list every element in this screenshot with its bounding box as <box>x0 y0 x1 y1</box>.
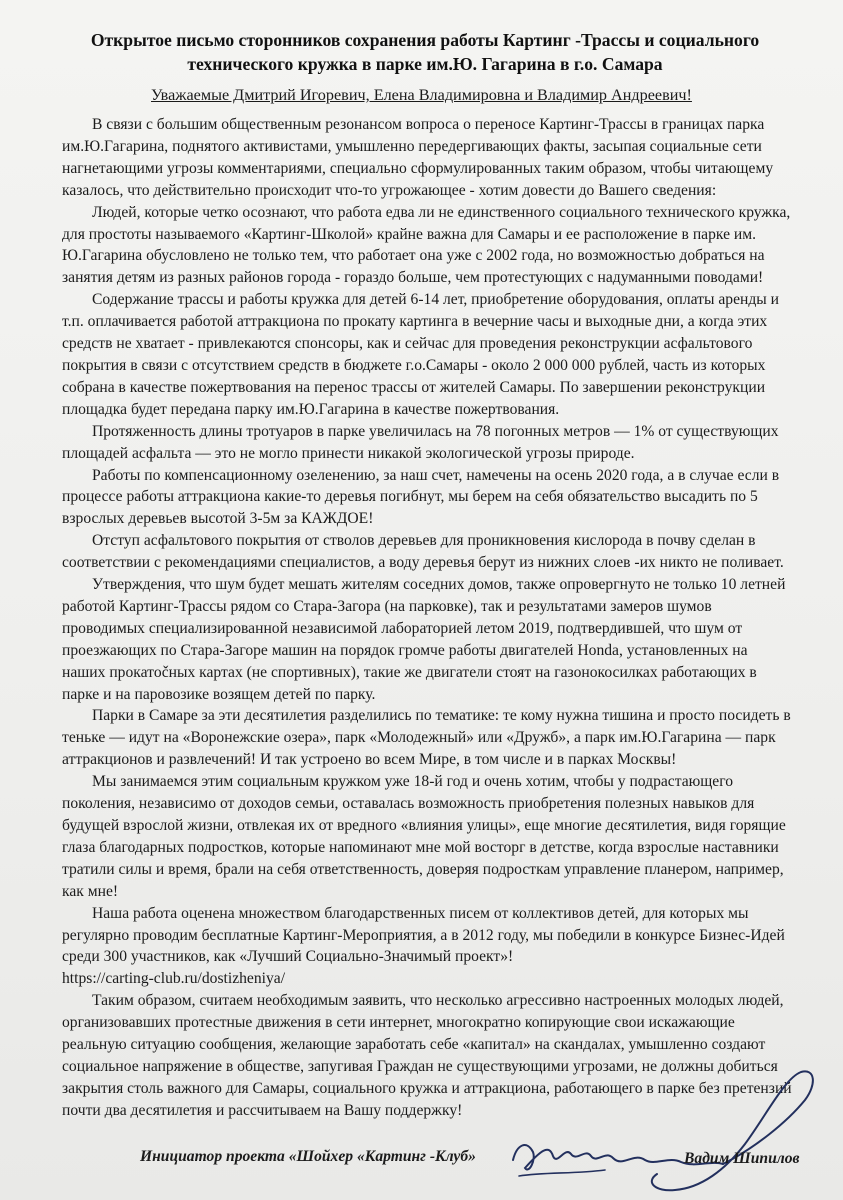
letter-footer <box>0 1140 843 1190</box>
paragraph-mission: Мы занимаемся этим социальным кружком уже 18-й год и очень хотим, чтобы у подрастающего поколения, независимо от доходов семьи, оставалась возможность приобретения полезных навыков для будущей взрослой жизни, отвлекая их от вредного «влияния улицы», еще многие десятилетия, видя горящие глаза благодарных подростков, которые напоминают мне мой восторг в детстве, когда взрослые наставники тратили силы и время, брали на себя ответственность, доверяя подросткам управление планером, например, как мне! <box>62 773 786 900</box>
paragraph-trees: Отступ асфальтового покрытия от стволов деревьев для проникновения кислорода в почву сделан в соответствии с рекомендациями специалистов, а воду деревья берут из нижних слоев -их никто не поливает. <box>62 532 784 572</box>
paragraph-parks: Парки в Самаре за эти десятилетия разделились по тематике: те кому нужна тишина и просто посидеть в теньке — идут на «Воронежские озера», парк «Молодежный» или «Дружб», а парк им.Ю.Гагарина — парк аттракционов и развлечений! И так устроено во всем Мире, в том числе и в парках Москвы! <box>62 707 791 769</box>
title-line-1: Открытое письмо сторонников сохранения работы Картинг -Трассы и социального <box>90 30 760 50</box>
initiator-line: Инициатор проекта «Шойхер «Картинг -Клуб» <box>140 1148 476 1165</box>
paragraph-funding: Содержание трассы и работы кружка для детей 6-14 лет, приобретение оборудования, оплаты аренды и т.п. оплачивается работой аттракциона по прокату картинга в вечерние часы и выходные дни, а когда этих средств не хватает - привлекаются спонсоры, как и сейчас для проведения реконструкции асфальтового покрытия в связи с отсутствием средств в бюджете г.о.Самары - около 2 000 000 рублей, часть из которых собрана в качестве пожертвования на перенос трассы от жителей Самары. По завершении реконструкции площадка будет передана парку им.Ю.Гагарина в качестве пожертвования. <box>62 291 780 418</box>
letter-title <box>30 28 820 76</box>
paragraph-greening: Работы по компенсационному озеленению, за наш счет, намечены на осень 2020 года, а в случае если в процессе работы аттракциона какие-то деревья погибнут, мы берем на себя обязательство высадить по 5 взрослых деревьев высотой 3-5м за КАЖДОЕ! <box>62 466 780 528</box>
paragraph-awards: Наша работа оценена множеством благодарственных писем от коллективов детей, для которых мы регулярно проводим бесплатные Картинг-Мероприятия, а в 2012 году, мы победили в конкурсе Бизнес-Идей среди 300 участников, как «Лучший Социально-Значимый проект»! <box>62 904 785 966</box>
salutation: Уважаемые Дмитрий Игоревич, Елена Владимировна и Владимир Андреевич! <box>151 86 692 104</box>
paragraph-conclusion: Таким образом, считаем необходимым заявить, что несколько агрессивно настроенных молодых людей, организовавших протестные движения в сети интернет, многократно копирующие свои искажающие реальную ситуацию сообщения, желающие заработать себе «капитал» на скандалах, умышленно создают социальное напряжение в обществе, запугивая Граждан не существующими угрозами, не должны добиться закрытия столь важного для Самары, социального кружка и аттракциона, работающего в парке без претензий почти два десятилетия и рассчитываем на Вашу поддержку! <box>62 992 792 1119</box>
letter-body <box>62 114 792 1122</box>
title-line-2: технического кружка в парке им.Ю. Гагарина в г.о. Самара <box>187 54 663 74</box>
paragraph-school: Людей, которые четко осознают, что работа едва ли не единственного социального технического кружка, для простоты называемого «Картинг-Школой» крайне важна для Самары и ее расположение в парке им. Ю.Гагарина обусловлено не только тем, что работает она уже с 2002 года, но возможностью добраться на занятия детям из разных районов города - гораздо больше, чем протестующих с надуманными поводами! <box>62 203 791 287</box>
signer-name: Вадим Шипилов <box>684 1150 800 1167</box>
paragraph-intro: В связи с большим общественным резонансом вопроса о переносе Картинг-Трассы в границах парка им.Ю.Гагарина, поднятого активистами, умышленно передергивающих факты, засыпая социальные сети нагнетающими угрозы комментариями, специально сформулированных таким образом, чтобы читающему казалось, что действительно происходит что-то угрожающее - хотим довести до Вашего сведения: <box>62 116 774 199</box>
paragraph-noise: Утверждения, что шум будет мешать жителям соседних домов, также опровергнуто не только 10 летней работой Картинг-Трассы рядом со Стара-Загора (на парковке), так и результатами замеров шумов проводимых специализированной независимой лабораторией летом 2019, подтвердившей, что шум от проезжающих по Стара-Загоре машин на порядок громче работы двигателей Honda, установленных на наших прокатočных картах (не спортивных), такие же двигатели стоят на газонокосилках работающих в парке и на паровозике возящем детей по парку. <box>62 576 786 703</box>
paragraph-sidewalks: Протяженность длины тротуаров в парке увеличилась на 78 погонных метров — 1% от существующих площадей асфальта — это не могло принести никакой экологической угрозы природе. <box>62 422 779 462</box>
awards-link: https://carting-club.ru/dostizheniya/ <box>62 970 286 988</box>
